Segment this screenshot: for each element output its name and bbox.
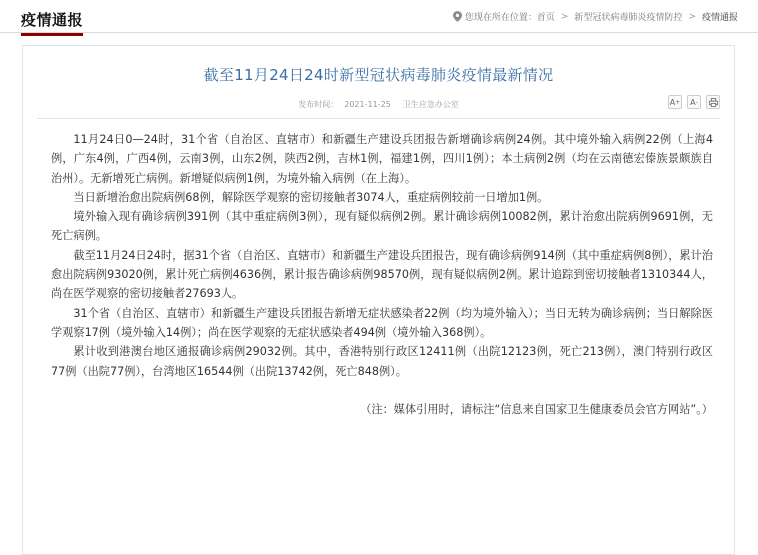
paragraph: 累计收到港澳台地区通报确诊病例29032例。其中，香港特别行政区12411例（出院12123例，死亡213例），澳门特别行政区77例（出院77例），台湾地区16544例（出院13742例，死亡848例）。 bbox=[51, 345, 713, 378]
breadcrumb-home-link[interactable]: 首页 bbox=[536, 13, 555, 23]
article-meta bbox=[23, 99, 734, 110]
print-button[interactable] bbox=[706, 95, 720, 109]
breadcrumb-prefix: 您现在所在位置： bbox=[464, 13, 537, 23]
media-citation-note: （注：媒体引用时，请标注“信息来自国家卫生健康委员会官方网站”。） bbox=[360, 402, 713, 416]
header-divider bbox=[0, 32, 758, 33]
breadcrumb-separator: > bbox=[688, 11, 696, 22]
font-smaller-button[interactable]: A - bbox=[687, 95, 701, 109]
meta-divider bbox=[37, 118, 720, 119]
paragraph: 截至11月24日24时，据31个省（自治区、直辖市）和新疆生产建设兵团报告，现有确诊病例914例（其中重症病例8例），累计治愈出院病例93020例，累计死亡病例4636例，累计报告确诊病例98570例，现有疑似病例2例。累计追踪到密切接触者1310344人，尚在医学观察的密切接触者27693人。 bbox=[51, 248, 713, 301]
top-bar bbox=[0, 0, 758, 33]
publish-date: 2021-11-25 bbox=[344, 100, 391, 109]
printer-icon bbox=[709, 98, 718, 107]
paragraph: 当日新增治愈出院病例68例，解除医学观察的密切接触者3074人，重症病例较前一日增加1例。 bbox=[73, 190, 549, 204]
article-source: 卫生应急办公室 bbox=[402, 100, 459, 109]
paragraph: 境外输入现有确诊病例391例（其中重症病例3例），现有疑似病例2例。累计确诊病例10082例，累计治愈出院病例9691例，无死亡病例。 bbox=[51, 210, 713, 243]
breadcrumb-separator: > bbox=[560, 11, 569, 22]
section-title: 疫情通报 bbox=[21, 9, 83, 36]
location-pin-icon bbox=[453, 11, 462, 22]
article-tools bbox=[668, 95, 720, 109]
breadcrumb-current-link[interactable]: 疫情通报 bbox=[701, 13, 738, 23]
breadcrumb bbox=[453, 10, 738, 23]
article-body bbox=[51, 130, 713, 419]
article-card bbox=[22, 45, 735, 555]
article-title: 截至11月24日24时新型冠状病毒肺炎疫情最新情况 bbox=[203, 66, 554, 84]
breadcrumb-epidemic-link[interactable]: 新型冠状病毒肺炎疫情防控 bbox=[574, 13, 683, 23]
paragraph: 31个省（自治区、直辖市）和新疆生产建设兵团报告新增无症状感染者22例（均为境外输入）；当日无转为确诊病例；当日解除医学观察17例（境外输入14例）；尚在医学观察的无症状感染者494例（境外输入368例）。 bbox=[51, 306, 713, 339]
paragraph: 11月24日0—24时，31个省（自治区、直辖市）和新疆生产建设兵团报告新增确诊病例24例。其中境外输入病例22例（上海4例，广东4例，广西4例，云南3例，山东2例，陕西2例，吉林1例，福建1例，四川1例）；本土病例2例（均在云南德宏傣族景颇族自治州）。无新增死亡病例。新增疑似病例1例，为境外输入病例（在上海）。 bbox=[51, 133, 713, 185]
font-larger-button[interactable]: A + bbox=[668, 95, 682, 109]
publish-date-label: 发布时间： bbox=[298, 100, 339, 109]
